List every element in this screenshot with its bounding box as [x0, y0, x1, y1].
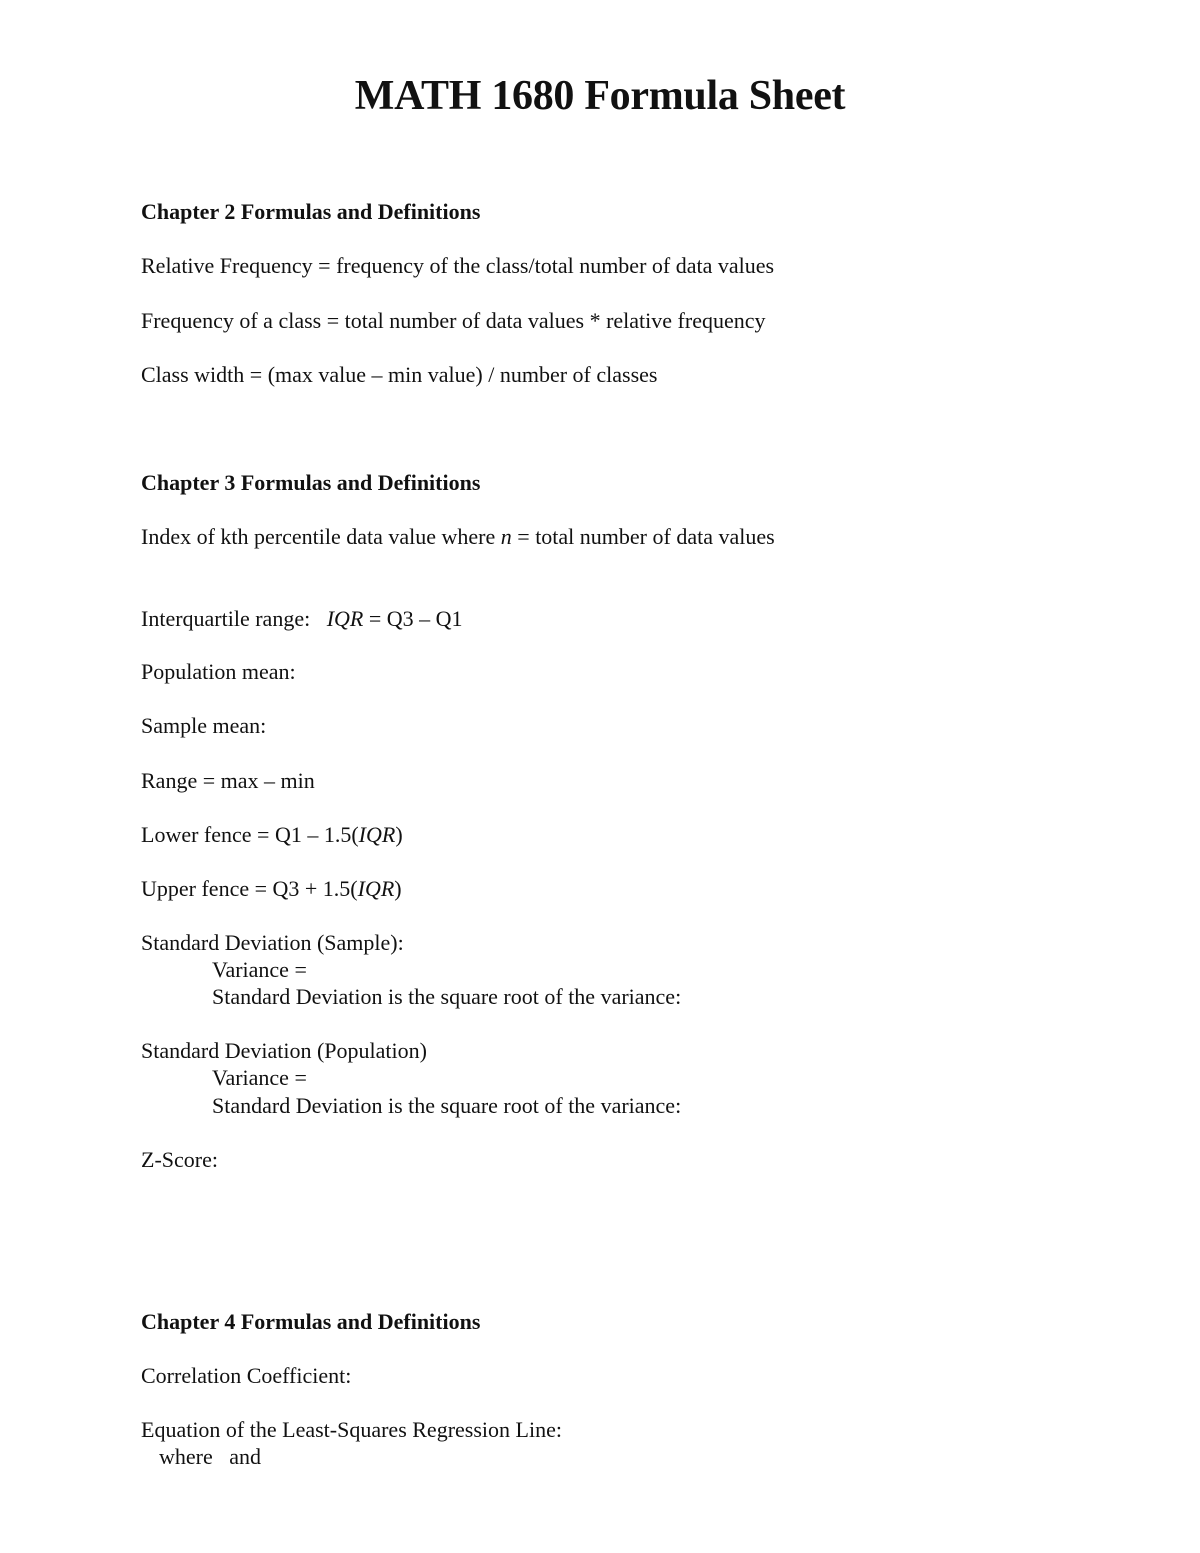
percentile-index-definition — [141, 523, 775, 551]
frequency-of-class-formula: Frequency of a class = total number of data values * relative frequency — [141, 308, 766, 333]
sd-population-variance-label: Variance = — [212, 1065, 307, 1090]
sd-sample-root-label: Standard Deviation is the square root of the variance: — [212, 984, 682, 1009]
sd-population-root-label: Standard Deviation is the square root of the variance: — [212, 1093, 682, 1118]
iqr-suffix: = Q3 – Q1 — [363, 606, 463, 631]
chapter-2-heading: Chapter 2 Formulas and Definitions — [141, 199, 481, 224]
sample-mean-label: Sample mean: — [141, 713, 267, 738]
lower-fence-iqr: IQR — [358, 822, 396, 847]
iqr-prefix: Interquartile range: — [141, 606, 327, 631]
range-formula: Range = max – min — [141, 768, 315, 793]
regression-line-label: Equation of the Least-Squares Regression Line: — [141, 1417, 562, 1442]
percentile-index-prefix: Index of kth percentile data value where — [141, 524, 501, 549]
relative-frequency-formula: Relative Frequency = frequency of the class/total number of data values — [141, 253, 775, 278]
upper-fence-prefix: Upper fence = Q3 + 1.5( — [141, 876, 358, 901]
upper-fence-suffix: ) — [394, 876, 402, 901]
lower-fence-prefix: Lower fence = Q1 – 1.5( — [141, 822, 359, 847]
chapter-3-heading: Chapter 3 Formulas and Definitions — [141, 470, 481, 495]
iqr-variable: IQR — [326, 606, 364, 631]
percentile-index-n: n — [500, 524, 512, 549]
z-score-label: Z-Score: — [141, 1147, 218, 1172]
sd-population-label: Standard Deviation (Population) — [141, 1038, 427, 1063]
percentile-index-suffix: = total number of data values — [511, 524, 775, 549]
sd-sample-variance-label: Variance = — [212, 957, 307, 982]
sd-sample-label: Standard Deviation (Sample): — [141, 930, 404, 955]
population-mean-label: Population mean: — [141, 659, 296, 684]
upper-fence-iqr: IQR — [357, 876, 395, 901]
chapter-4-heading: Chapter 4 Formulas and Definitions — [141, 1309, 481, 1334]
lower-fence-suffix: ) — [395, 822, 403, 847]
interquartile-range-formula — [141, 605, 463, 633]
correlation-coefficient-label: Correlation Coefficient: — [141, 1363, 352, 1388]
lower-fence-formula — [141, 821, 403, 849]
regression-where-and: where and — [159, 1444, 262, 1469]
page-title: MATH 1680 Formula Sheet — [354, 73, 846, 119]
class-width-formula: Class width = (max value – min value) / number of classes — [141, 362, 658, 387]
upper-fence-formula — [141, 875, 402, 903]
